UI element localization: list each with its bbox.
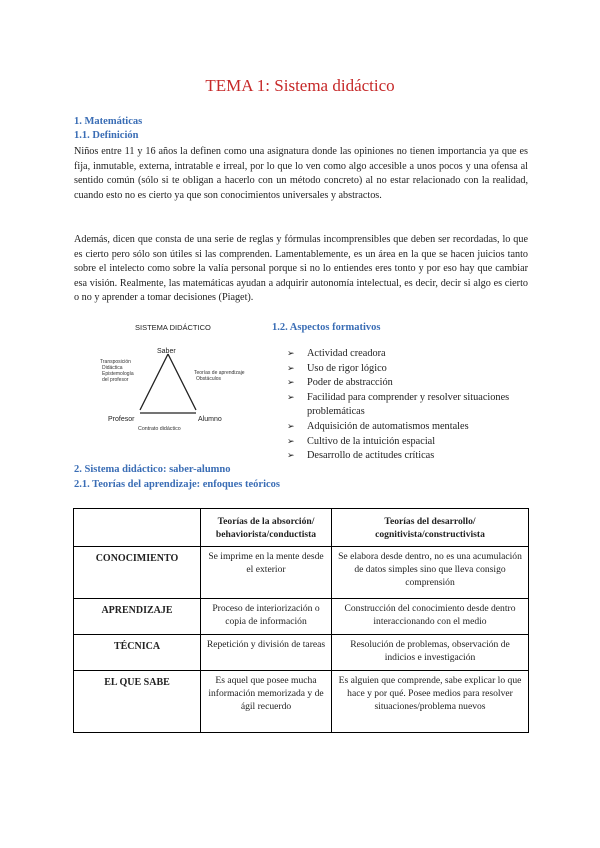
diagram-title: SISTEMA DIDÁCTICO: [135, 323, 211, 332]
teorias-table: [73, 508, 529, 733]
diagram-left-note-4: del profesor: [102, 377, 129, 383]
diagram-left-note-2: Didáctica: [102, 365, 123, 371]
table-cell: Se imprime en la mente desde el exterior: [201, 547, 332, 599]
list-item: ➢ Cultivo de la intuición espacial: [287, 435, 567, 450]
paragraph-definicion: Niños entre 11 y 16 años la definen como una asignatura donde las opiniones no tienen importancia ya que es fija, inmutable, externa, intratable e irreal, por lo que lo ven como algo accesible a unos pocos y una ofensa al sentido común (sólo si te obligan a hacerlo con un método concreto) al no estar relacionado con la realidad, cuando esto no es cierto ya que son conocimientos universales y abstractos.: [74, 146, 528, 201]
aspectos-list: [287, 347, 567, 464]
list-item: ➢ Adquisición de automatismos mentales: [287, 420, 567, 435]
table-row-label: TÉCNICA: [74, 635, 201, 671]
section-heading-sistema-didactico: 2. Sistema didáctico: saber-alumno: [74, 464, 231, 475]
table-header-desarrollo: Teorías del desarrollo/ cognitivista/constructivista: [332, 509, 529, 547]
table-cell: Proceso de interiorización o copia de información: [201, 599, 332, 635]
table-cell: Resolución de problemas, observación de indicios e investigación: [332, 635, 529, 671]
diagram-edge-saber-profesor: [140, 354, 168, 410]
list-item: ➢ Facilidad para comprender y resolver situaciones problemáticas: [287, 391, 510, 418]
table-row: [74, 635, 529, 671]
arrow-bullet-icon: ➢: [287, 392, 295, 403]
subsection-heading-aspectos: 1.2. Aspectos formativos: [272, 322, 381, 333]
section-heading-matematicas: 1. Matemáticas: [74, 116, 143, 127]
table-cell: Repetición y división de tareas: [201, 635, 332, 671]
arrow-bullet-icon: ➢: [287, 363, 295, 374]
list-item: ➢ Actividad creadora: [287, 347, 567, 362]
diagram-bottom-note: Contrato didáctico: [138, 426, 181, 432]
arrow-bullet-icon: ➢: [287, 378, 295, 389]
table-header-row: [74, 509, 529, 547]
arrow-bullet-icon: ➢: [287, 436, 295, 447]
table-cell: Construcción del conocimiento desde dentro interaccionando con el medio: [332, 599, 529, 635]
list-item: ➢ Poder de abstracción: [287, 376, 567, 391]
list-item: ➢ Desarrollo de actitudes críticas: [287, 449, 567, 464]
table-cell: Se elabora desde dentro, no es una acumulación de datos simples sino que lleva consigo comprensión: [332, 547, 529, 599]
diagram-edge-saber-alumno: [168, 354, 196, 410]
table-row: [74, 671, 529, 733]
arrow-bullet-icon: ➢: [287, 349, 295, 359]
arrow-bullet-icon: ➢: [287, 421, 295, 432]
table-cell: Es aquel que posee mucha información memorizada y de ágil recuerdo: [201, 671, 332, 733]
diagram-node-saber: Saber: [157, 348, 176, 355]
table-row-label: APRENDIZAJE: [74, 599, 201, 635]
subsection-heading-definicion: 1.1. Definición: [74, 130, 139, 141]
table-header-absorcion: Teorías de la absorción/ behaviorista/conductista: [201, 509, 332, 547]
table-row: [74, 547, 529, 599]
sistema-didactico-diagram: [100, 322, 270, 442]
list-item: ➢ Uso de rigor lógico: [287, 362, 567, 377]
subsection-heading-teorias: 2.1. Teorías del aprendizaje: enfoques teóricos: [74, 479, 281, 490]
diagram-right-note-1: Teorías de aprendizaje: [194, 370, 245, 376]
table-corner-cell: [74, 509, 201, 547]
table-row-label: EL QUE SABE: [74, 671, 201, 733]
table-cell: Es alguien que comprende, sabe explicar lo que hace y por qué. Posee medios para resolver situaciones/problema nuevos: [332, 671, 529, 733]
paragraph-ademas: Además, dicen que consta de una serie de reglas y fórmulas incomprensibles que deben ser recordadas, lo que es cierto pero sólo son útiles si las comprenden. Lamentablemente, es un área en la que se hacen juicios tanto sobre el intelecto como sobre la valía personal porque si no lo entiendes eres tonto y por eso hay que cambiar esa visión. Realmente, las matemáticas ayudan a adquirir autonomía intelectual, es decir, decir si algo es cierto o no y aprender a tomar decisiones (Piaget).: [74, 234, 528, 304]
arrow-bullet-icon: ➢: [287, 451, 295, 462]
diagram-left-note-3: Epistemología: [102, 371, 134, 377]
table-row: [74, 599, 529, 635]
diagram-left-note-1: Transposición: [100, 359, 131, 365]
diagram-right-note-2: Obstáculos: [196, 376, 222, 382]
page-title: TEMA 1: Sistema didáctico: [205, 76, 395, 95]
table-row-label: CONOCIMIENTO: [74, 547, 201, 599]
diagram-node-profesor: Profesor: [108, 416, 135, 423]
diagram-node-alumno: Alumno: [198, 416, 222, 423]
